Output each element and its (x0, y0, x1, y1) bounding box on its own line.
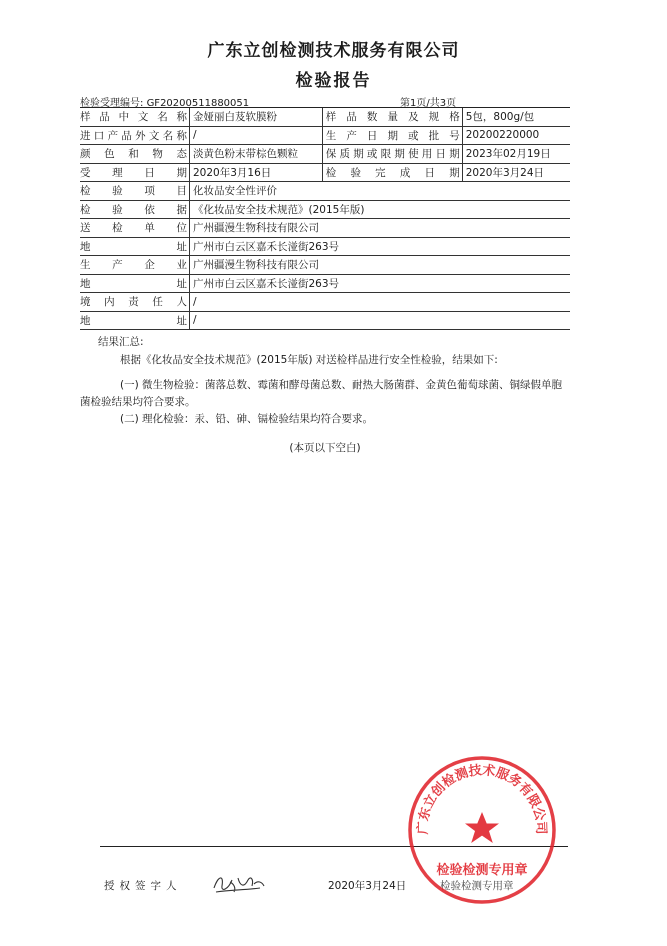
sender-address-label: 地址 (80, 237, 190, 256)
basis-label: 检验依据 (80, 200, 190, 219)
expiry-value: 2023年02月19日 (462, 145, 570, 164)
table-row (80, 126, 570, 145)
maker-value: 广州疆漫生物科技有限公司 (190, 256, 571, 275)
batch-label: 生产日期或批号 (322, 126, 462, 145)
sample-cn-name-value: 金娅丽白芨软膜粉 (190, 108, 323, 126)
expiry-label: 保质期或限期使用日期 (322, 145, 462, 164)
summary-intro: 根据《化妆品安全技术规范》(2015年版) 对送检样品进行安全性检验，结果如下: (120, 354, 498, 366)
table-row (80, 293, 570, 312)
accept-no-label: 检验受理编号: (80, 98, 144, 109)
item-label: 检验项目 (80, 182, 190, 201)
table-row (80, 145, 570, 164)
accept-no-line (80, 94, 249, 109)
report-meta (80, 94, 570, 108)
completed-label: 检验完成日期 (322, 163, 462, 182)
table-row (80, 274, 570, 293)
sign-date: 2020年3月24日 (328, 880, 407, 892)
table-row (80, 200, 570, 219)
color-label: 颜色和物态 (80, 145, 190, 164)
agent-label: 境内责任人 (80, 293, 190, 312)
summary-microbiology: (一) 微生物检验：菌落总数、霉菌和酵母菌总数、耐热大肠菌群、金黄色葡萄球菌、铜绿假单胞菌检验结果均符合要求。 (80, 379, 563, 408)
blank-below-note: (本页以下空白) (289, 442, 361, 454)
official-seal-stamp (406, 754, 558, 906)
received-value: 2020年3月16日 (190, 163, 323, 182)
import-name-value: / (190, 126, 323, 145)
signer-label: 授权签字人 (104, 880, 182, 892)
maker-label: 生产企业 (80, 256, 190, 275)
handwritten-signature (210, 866, 266, 898)
completed-value: 2020年3月24日 (462, 163, 570, 182)
seal-star-icon (465, 812, 499, 843)
sender-value: 广州疆漫生物科技有限公司 (190, 219, 571, 238)
company-name: 广东立创检测技术服务有限公司 (207, 41, 460, 61)
agent-value: / (190, 293, 571, 312)
sender-label: 送检单位 (80, 219, 190, 238)
basis-value: 《化妆品安全技术规范》(2015年版) (190, 200, 571, 219)
table-row (80, 108, 570, 126)
spec-value: 5包，800g/包 (462, 108, 570, 126)
sample-info-table (80, 108, 570, 330)
svg-text:检验检测专用章: 检验检测专用章 (436, 863, 528, 878)
table-row (80, 163, 570, 182)
page-indicator: 第1页/共3页 (400, 98, 457, 109)
maker-address-label: 地址 (80, 274, 190, 293)
sample-cn-name-label: 样品中文名称 (80, 108, 190, 126)
summary-physicochemical: (二) 理化检验：汞、铅、砷、镉检验结果均符合要求。 (120, 413, 374, 425)
import-name-label: 进口产品外文名称 (80, 126, 190, 145)
summary-title: 结果汇总: (98, 336, 144, 348)
received-label: 受理日期 (80, 163, 190, 182)
report-title: 检验报告 (295, 71, 372, 91)
accept-no-value: GF20200511880051 (146, 98, 250, 109)
table-row (80, 311, 570, 330)
item-value: 化妆品安全性评价 (190, 182, 571, 201)
svg-text:广东立创检测技术服务有限公司: 广东立创检测技术服务有限公司 (415, 763, 549, 835)
spec-label: 样品数量及规格 (322, 108, 462, 126)
table-row (80, 182, 570, 201)
agent-address-value: / (190, 311, 571, 330)
seal-caption: 检验检测专用章 (440, 880, 514, 892)
table-row (80, 256, 570, 275)
batch-value: 20200220000 (462, 126, 570, 145)
sender-address-value: 广州市白云区嘉禾长湴街263号 (190, 237, 571, 256)
agent-address-label: 地址 (80, 311, 190, 330)
table-row (80, 237, 570, 256)
maker-address-value: 广州市白云区嘉禾长湴街263号 (190, 274, 571, 293)
table-row (80, 219, 570, 238)
color-value: 淡黄色粉末带棕色颗粒 (190, 145, 323, 164)
